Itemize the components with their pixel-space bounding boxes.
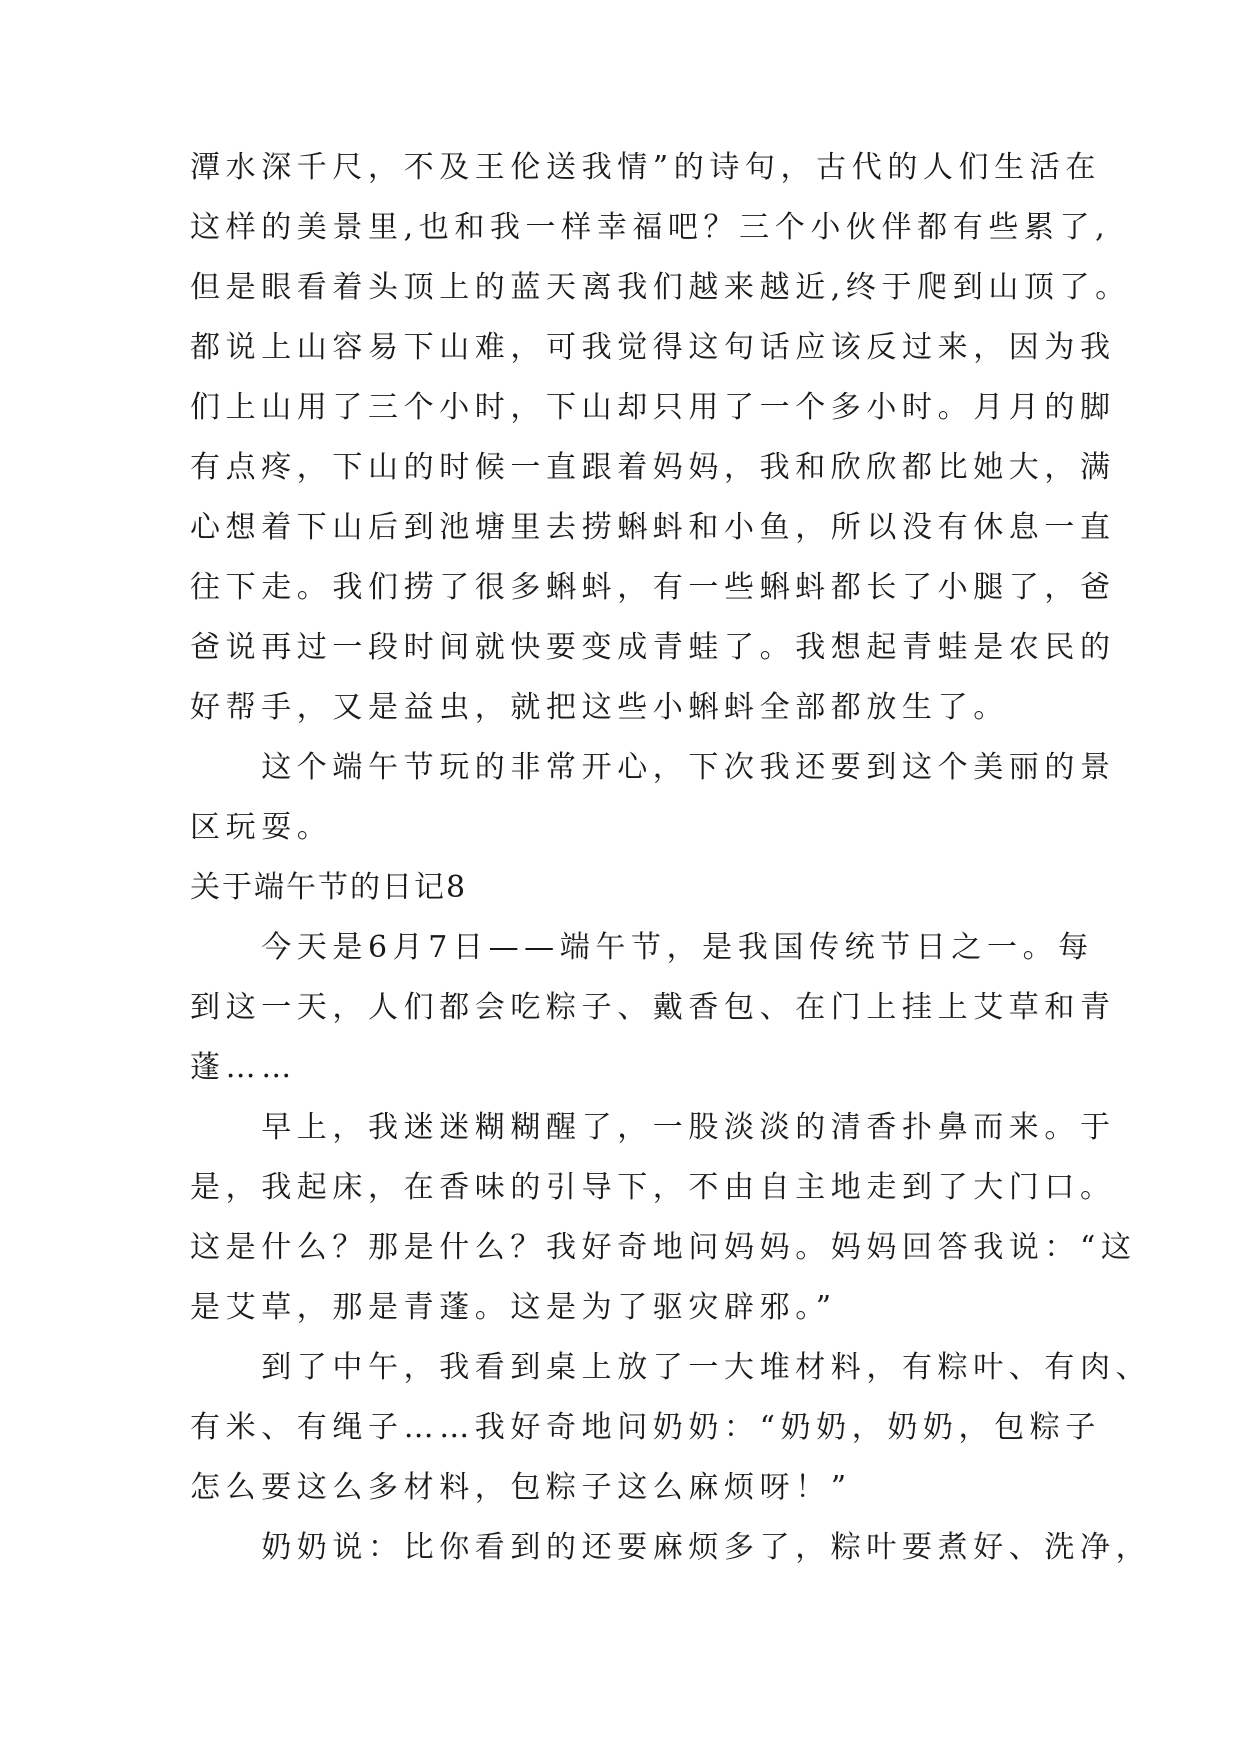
text-line: 都说上山容易下山难，可我觉得这句话应该反过来，因为我 [190, 330, 1116, 365]
text-line: 早上，我迷迷糊糊醒了，一股淡淡的清香扑鼻而来。于 [190, 1110, 1116, 1145]
text-line: 这样的美景里,也和我一样幸福吧？三个小伙伴都有些累了, [190, 210, 1111, 245]
text-line: 是，我起床，在香味的引导下，不由自主地走到了大门口。 [190, 1170, 1116, 1205]
text-line: 到这一天，人们都会吃粽子、戴香包、在门上挂上艾草和青 [190, 990, 1116, 1025]
text-line: 是艾草，那是青蓬。这是为了驱灾辟邪。” [190, 1290, 837, 1325]
text-line: 但是眼看着头顶上的蓝天离我们越来越近,终于爬到山顶了。 [190, 270, 1131, 305]
text-line: 往下走。我们捞了很多蝌蚪，有一些蝌蚪都长了小腿了，爸 [190, 570, 1116, 605]
text-line: 到了中午，我看到桌上放了一大堆材料，有粽叶、有肉、 [190, 1350, 1152, 1385]
text-line: 潭水深千尺，不及王伦送我情”的诗句，古代的人们生活在 [190, 150, 1101, 185]
text-line: 好帮手，又是益虫，就把这些小蝌蚪全部都放生了。 [190, 690, 1009, 725]
text-line: 有点疼，下山的时候一直跟着妈妈，我和欣欣都比她大，满 [190, 450, 1116, 485]
text-line: 区玩耍。 [190, 810, 333, 845]
text-line: 心想着下山后到池塘里去捞蝌蚪和小鱼，所以没有休息一直 [190, 510, 1116, 545]
text-line: 这个端午节玩的非常开心，下次我还要到这个美丽的景 [190, 750, 1116, 785]
text-line: 怎么要这么多材料，包粽子这么麻烦呀！” [190, 1470, 852, 1505]
text-line: 们上山用了三个小时，下山却只用了一个多小时。月月的脚 [190, 390, 1116, 425]
text-line: 蓬…… [190, 1050, 297, 1085]
text-line: 今天是6月7日——端午节，是我国传统节日之一。每 [190, 930, 1094, 965]
text-line: 有米、有绳子……我好奇地问奶奶：“奶奶，奶奶，包粽子 [190, 1410, 1101, 1445]
text-line: 这是什么？那是什么？我好奇地问妈妈。妈妈回答我说：“这 [190, 1230, 1137, 1265]
text-line: 爸说再过一段时间就快要变成青蛙了。我想起青蛙是农民的 [190, 630, 1116, 665]
text-line: 奶奶说：比你看到的还要麻烦多了，粽叶要煮好、洗净， [190, 1530, 1152, 1565]
section-heading: 关于端午节的日记8 [190, 870, 468, 905]
